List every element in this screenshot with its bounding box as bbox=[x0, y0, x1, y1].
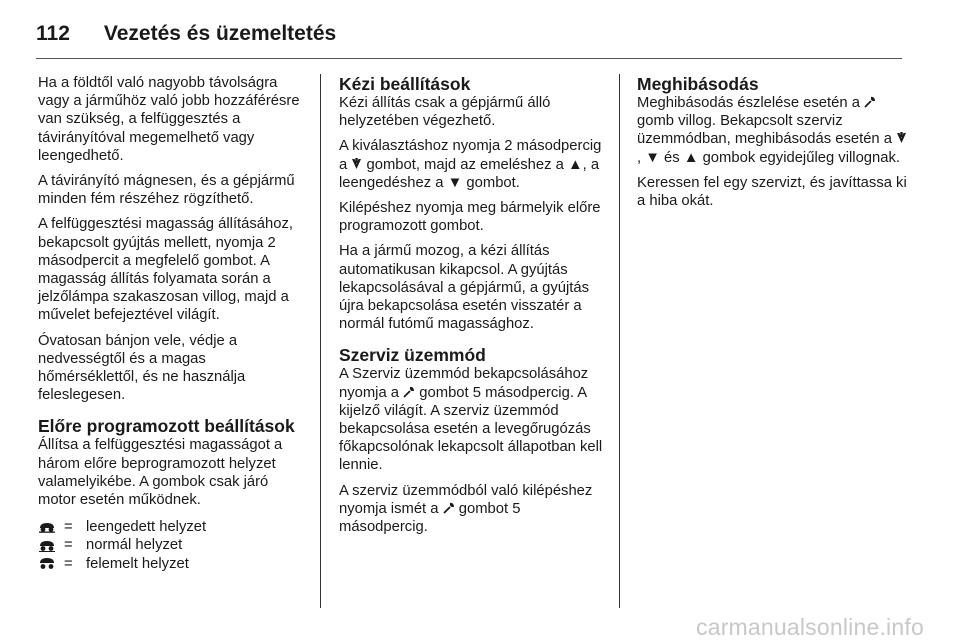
mode-list bbox=[38, 518, 310, 573]
vehicle-lowered-icon bbox=[38, 521, 64, 533]
paragraph: A szerviz üzemmódból való kilépéshez nyomja ismét a gombot 5 másodpercig. bbox=[339, 482, 593, 536]
column-right bbox=[637, 74, 909, 217]
column-left bbox=[38, 74, 310, 573]
manual-adjust-icon bbox=[896, 132, 907, 144]
wrench-icon bbox=[443, 502, 455, 514]
mode-label: felemelt helyzet bbox=[86, 555, 189, 572]
wrench-icon bbox=[403, 386, 415, 398]
section-heading-service: Szerviz üzemmód bbox=[339, 345, 486, 366]
page-number: 112 bbox=[36, 22, 70, 45]
paragraph: A felfüggesztési magasság állításához, bekapcsolt gyújtás mellett, nyomja 2 másodpercit a megfelelő gombot. A magasság állítás folyamata során a jelzőlámpa szakaszosan villog, majd a művelet befejeztével világít. bbox=[38, 216, 293, 324]
mode-equals: = bbox=[64, 519, 73, 536]
vehicle-normal-icon bbox=[38, 540, 64, 552]
up-arrow-icon: ▲ bbox=[683, 149, 699, 166]
paragraph: A Szerviz üzemmód bekapcsolásához nyomja a gombot 5 másodpercig. A kijelző világít. A szerviz üzemmód bekapcsolása esetén a levegőrugózás főkapcsolónak lekapcsolt állapotban kell lennie. bbox=[339, 366, 603, 474]
header-rule bbox=[36, 58, 902, 59]
down-arrow-icon: ▼ bbox=[645, 149, 660, 166]
section-heading-manual: Kézi beállítások bbox=[339, 74, 471, 94]
mode-label: leengedett helyzet bbox=[86, 519, 207, 536]
page-header bbox=[36, 14, 336, 54]
mode-row-normal bbox=[38, 536, 310, 554]
paragraph: Ha a földtől való nagyobb távolságra vagy a járműhöz való jobb hozzáférésre van szükség, a felfüggesztés a távirányítóval megemelhető vagy leengedhető. bbox=[38, 75, 300, 164]
column-divider bbox=[320, 74, 321, 608]
down-arrow-icon: ▼ bbox=[447, 174, 463, 191]
paragraph: Meghibásodás észlelése esetén a gomb villog. Bekapcsolt szerviz üzemmódban, meghibásodás esetén a , ▼ és ▲ gombok egyidejűleg villognak. bbox=[637, 94, 909, 167]
mode-row-raised bbox=[38, 555, 310, 573]
paragraph: Állítsa a felfüggesztési magasságot a három előre beprogramozott helyzet valamelyikébe. A gombok csak járó motor esetén működnek. bbox=[38, 437, 283, 509]
manual-adjust-icon bbox=[351, 158, 362, 170]
section-heading-fault: Meghibásodás bbox=[637, 74, 759, 94]
vehicle-raised-icon bbox=[38, 558, 64, 570]
watermark: carmanualsonline.info bbox=[696, 614, 924, 640]
paragraph: Keressen fel egy szervizt, és javíttassa ki a hiba okát. bbox=[637, 174, 907, 210]
paragraph: Kilépéshez nyomja meg bármelyik előre programozott gombot. bbox=[339, 200, 601, 235]
paragraph: Kézi állítás csak a gépjármű álló helyzetében végezhető. bbox=[339, 95, 551, 130]
paragraph: A kiválasztáshoz nyomja 2 másodpercig a gombot, majd az emeléshez a ▲, a leengedéshez a ▼ gombot. bbox=[339, 138, 602, 191]
paragraph: Ha a jármű mozog, a kézi állítás automatikusan kikapcsol. A gyújtás lekapcsolásával a gépjármű, a gyújtás újra bekapcsolása esetén visszatér a normál futómű magassághoz. bbox=[339, 243, 590, 333]
paragraph: Óvatosan bánjon vele, védje a nedvességtől és a magas hőmérséklettől, és ne használja feleslegesen. bbox=[38, 332, 246, 404]
section-heading-preset: Előre programozott beállítások bbox=[38, 416, 295, 437]
mode-equals: = bbox=[64, 537, 73, 554]
wrench-icon bbox=[864, 96, 876, 108]
paragraph: A távirányító mágnesen, és a gépjármű minden fém részéhez rögzíthető. bbox=[38, 173, 295, 208]
mode-equals: = bbox=[64, 555, 73, 572]
column-middle bbox=[339, 74, 611, 543]
page-title: Vezetés és üzemeltetés bbox=[103, 22, 337, 45]
up-arrow-icon: ▲ bbox=[568, 156, 583, 173]
mode-row-lowered bbox=[38, 518, 310, 536]
mode-label: normál helyzet bbox=[86, 537, 183, 554]
column-divider bbox=[619, 74, 620, 608]
